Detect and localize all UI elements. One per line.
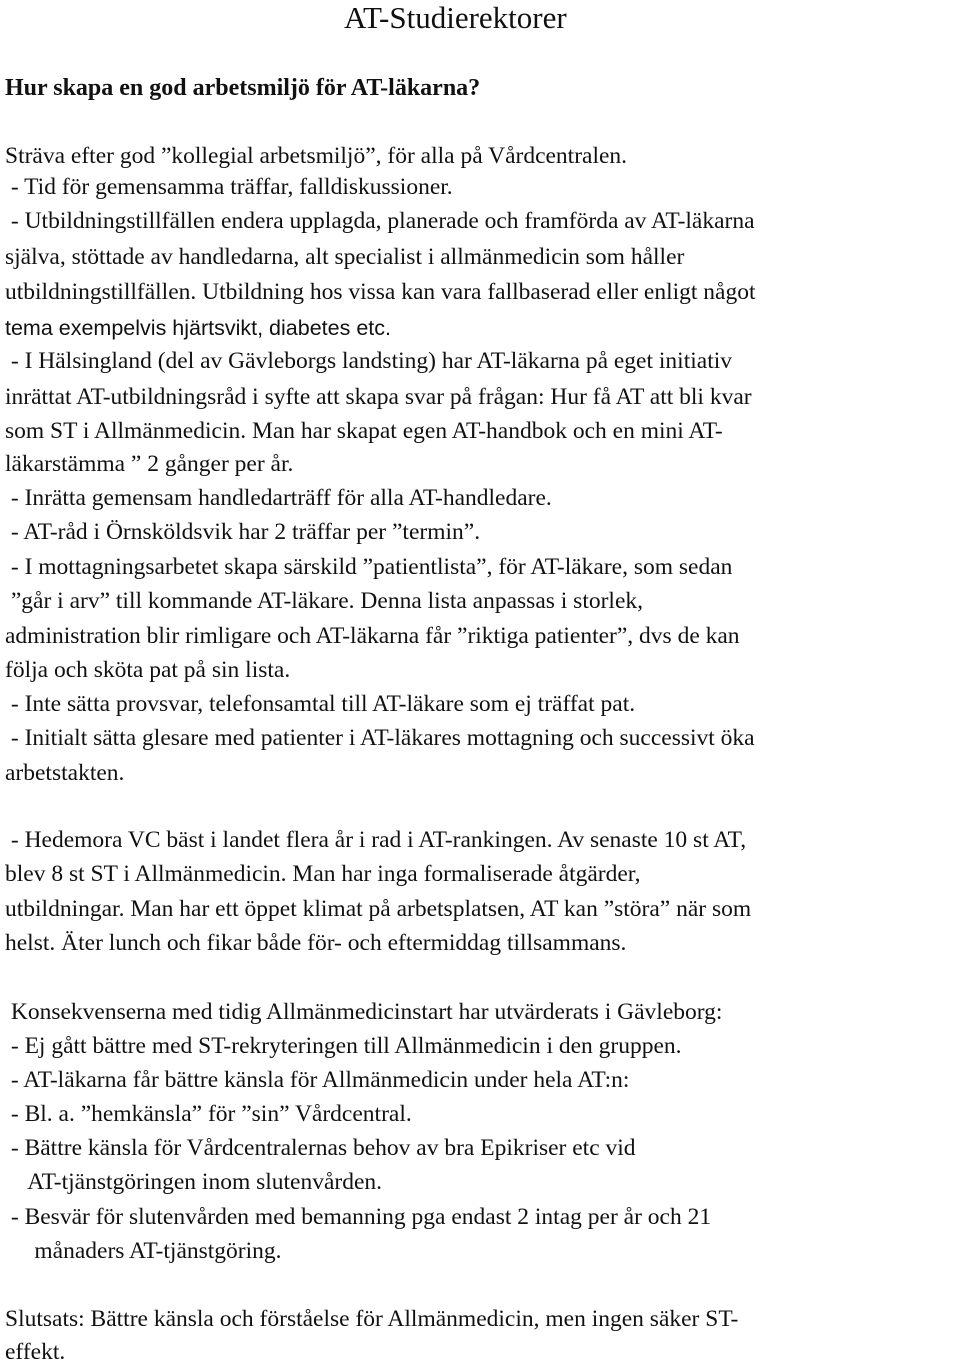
- conclusion-line: Slutsats: Bättre känsla och förståelse för Allmänmedicin, men ingen säker ST-: [5, 1306, 739, 1332]
- body-line: som ST i Allmänmedicin. Man har skapat egen AT-handbok och en mini AT-: [5, 418, 723, 444]
- body-line: - Utbildningstillfällen endera upplagda, planerade och framförda av AT-läkarna: [5, 208, 755, 234]
- body-line: - Bättre känsla för Vårdcentralernas behov av bra Epikriser etc vid: [5, 1135, 636, 1161]
- body-line: följa och sköta pat på sin lista.: [5, 657, 291, 683]
- body-line: arbetstakten.: [5, 760, 125, 786]
- body-line: - Hedemora VC bäst i landet flera år i rad i AT-rankingen. Av senaste 10 st AT,: [5, 827, 747, 853]
- body-line: - Bl. a. ”hemkänsla” för ”sin” Vårdcentral.: [5, 1101, 412, 1127]
- body-line: - Besvär för slutenvården med bemanning pga endast 2 intag per år och 21: [5, 1204, 712, 1230]
- body-line: läkarstämma ” 2 gånger per år.: [5, 451, 294, 477]
- body-line: - I Hälsingland (del av Gävleborgs landsting) har AT-läkarna på eget initiativ: [5, 348, 732, 374]
- body-line: - AT-råd i Örnsköldsvik har 2 träffar per ”termin”.: [5, 519, 481, 545]
- body-line: administration blir rimligare och AT-läkarna får ”riktiga patienter”, dvs de kan: [5, 623, 740, 649]
- body-line: ”går i arv” till kommande AT-läkare. Denna lista anpassas i storlek,: [5, 588, 644, 614]
- body-line: - I mottagningsarbetet skapa särskild ”patientlista”, för AT-läkare, som sedan: [5, 554, 733, 580]
- body-line: - Ej gått bättre med ST-rekryteringen till Allmänmedicin i den gruppen.: [5, 1033, 682, 1059]
- body-line: tema exempelvis hjärtsvikt, diabetes etc.: [5, 316, 391, 340]
- body-line: utbildningar. Man har ett öppet klimat på arbetsplatsen, AT kan ”störa” när som: [5, 896, 752, 922]
- body-line: själva, stöttade av handledarna, alt specialist i allmänmedicin som håller: [5, 244, 685, 270]
- body-line: blev 8 st ST i Allmänmedicin. Man har inga formaliserade åtgärder,: [5, 861, 641, 887]
- body-line: - AT-läkarna får bättre känsla för Allmänmedicin under hela AT:n:: [5, 1067, 630, 1093]
- section-heading: Hur skapa en god arbetsmiljö för AT-läkarna?: [5, 75, 481, 101]
- body-line: - Tid för gemensamma träffar, falldiskussioner.: [5, 174, 453, 200]
- body-line: utbildningstillfällen. Utbildning hos vissa kan vara fallbaserad eller enligt något: [5, 279, 756, 305]
- body-line: - Initialt sätta glesare med patienter i AT-läkares mottagning och successivt öka: [5, 725, 755, 751]
- body-line: helst. Äter lunch och fikar både för- och eftermiddag tillsammans.: [5, 930, 627, 956]
- body-line: Konsekvenserna med tidig Allmänmedicinstart har utvärderats i Gävleborg:: [5, 999, 723, 1025]
- conclusion-line: effekt.: [5, 1339, 66, 1365]
- body-line: - Inrätta gemensam handledarträff för alla AT-handledare.: [5, 485, 552, 511]
- body-line: AT-tjänstgöringen inom slutenvården.: [5, 1169, 383, 1195]
- body-line: - Inte sätta provsvar, telefonsamtal till AT-läkare som ej träffat pat.: [5, 691, 636, 717]
- body-line: Sträva efter god ”kollegial arbetsmiljö”, för alla på Vårdcentralen.: [5, 143, 628, 169]
- body-line: inrättat AT-utbildningsråd i syfte att skapa svar på frågan: Hur få AT att bli kvar: [5, 384, 752, 410]
- page-title: AT-Studierektorer: [344, 0, 567, 35]
- body-line: månaders AT-tjänstgöring.: [5, 1238, 282, 1264]
